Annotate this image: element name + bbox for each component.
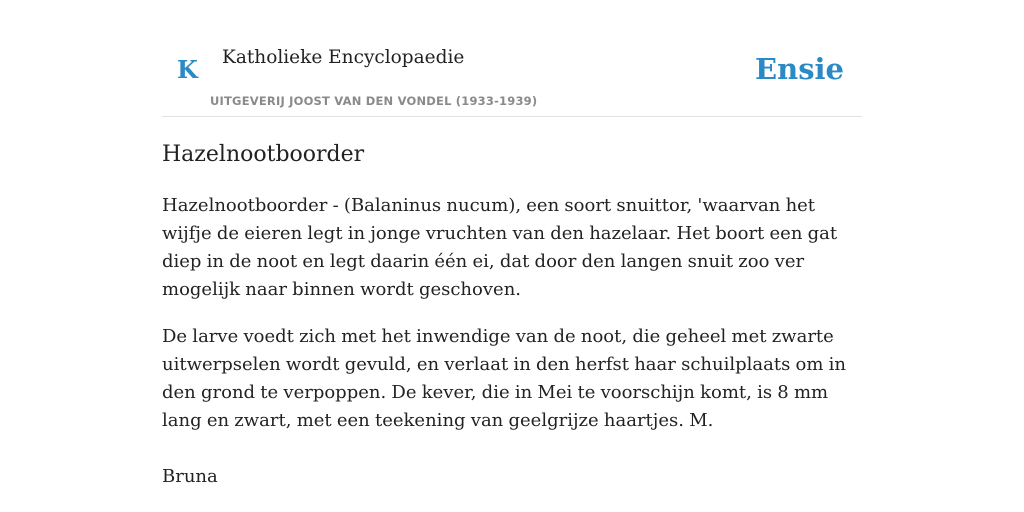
logo-letter-icon[interactable]: K bbox=[177, 55, 198, 84]
ensie-brand-logo[interactable]: Ensie bbox=[755, 52, 844, 86]
article-author: Bruna bbox=[162, 466, 218, 487]
article-paragraph-2: De larve voedt zich met het inwendige van de noot, die geheel met zwarte uitwerpselen wordt gevuld, en verlaat in den herfst haar schuilplaats om in den grond te verpoppen. De kever, die in Mei te voorschijn komt, is 8 mm lang en zwart, met een teekening van geelgrijze haartjes. M. bbox=[162, 326, 847, 431]
encyclopedia-title[interactable]: Katholieke Encyclopaedie bbox=[222, 47, 465, 68]
publisher-subtitle: UITGEVERIJ JOOST VAN DEN VONDEL (1933-1939) bbox=[210, 94, 538, 108]
article-title: Hazelnootboorder bbox=[162, 142, 365, 167]
article-paragraph-1: Hazelnootboorder - (Balaninus nucum), een soort snuittor, 'waarvan het wijfje de eieren legt in jonge vruchten van den hazelaar. Het boort een gat diep in de noot en legt daarin één ei, dat door den langen snuit zoo ver mogelijk naar binnen wordt geschoven. bbox=[162, 195, 838, 300]
article bbox=[162, 138, 862, 491]
site-header bbox=[162, 0, 862, 117]
